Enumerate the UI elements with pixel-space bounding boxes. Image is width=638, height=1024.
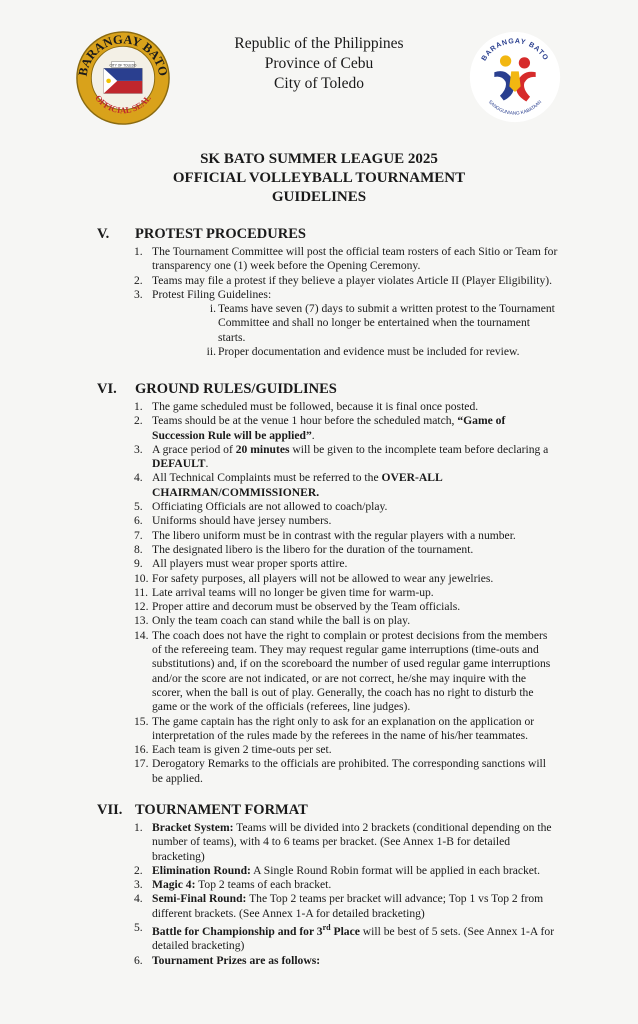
section-vi-list [134,400,559,786]
list-item: 4. Semi-Final Round: The Top 2 teams per bracket will advance; Top 1 vs Top 2 from different brackets. (See Annex 1-A for detailed bracketing) [134,892,544,920]
sub-item: i. Teams have seven (7) days to submit a written protest to the Tournament Committee and shall no longer be entertained when the tournament starts. [209,302,555,344]
list-item: 10. For safety purposes, all players will not be allowed to wear any jewelries. [134,571,494,585]
section-v-number: V. [97,226,110,242]
section-vii-list [134,821,559,968]
list-item: 2. Teams should be at the venue 1 hour before the scheduled match, “Game of Succession Rule will be applied”. [134,414,506,442]
svg-text:BARANGAY BATO: BARANGAY BATO [480,38,550,63]
list-item: 6. Tournament Prizes are as follows: [134,953,321,967]
list-item: 11. Late arrival teams will no longer be given time for warm-up. [134,585,434,599]
title-line-1: SK BATO SUMMER LEAGUE 2025 [200,151,438,167]
list-item: 4. All Technical Complaints must be referred to the OVER-ALL CHAIRMAN/COMMISSIONER. [134,471,443,499]
list-item: 3. A grace period of 20 minutes will be given to the incomplete team before declaring a DEFAULT. [134,442,549,471]
section-v-list [134,245,559,359]
list-item: 3. Protest Filing Guidelines: i. Teams have seven (7) days to submit a written protest to the Tournament Committee and shall no longer be entertained when the tournament starts. ii. Proper documentation and evidence must be included for review. [134,288,559,359]
section-vii-heading [97,802,308,819]
header-line-city: City of Toledo [274,75,364,92]
title-line-3: GUIDELINES [271,189,367,205]
sk-bato-logo [468,30,562,124]
list-item: 5. Battle for Championship and for 3rd Place will be best of 5 sets. (See Annex 1-A for detailed bracketing) [134,921,555,953]
header-line-republic: Republic of the Philippines [234,35,404,52]
section-v-heading [97,226,306,243]
document-title [0,150,638,207]
protest-subitems [152,302,559,359]
svg-text:OFFICIAL SEAL: OFFICIAL SEAL [93,93,153,116]
list-item: 2. Teams may file a protest if they believe a player violates Article II (Player Eligibility). [134,273,553,287]
list-item: 13. Only the team coach can stand while the ball is on play. [134,614,411,628]
list-item: 16. Each team is given 2 time-outs per set. [134,743,332,757]
header-line-province: Province of Cebu [264,55,374,72]
list-item: 17. Derogatory Remarks to the officials are prohibited. The corresponding sanctions will be applied. [134,757,546,785]
svg-text:SANGGUNIANG KABATAAN: SANGGUNIANG KABATAAN [487,99,543,116]
list-item: 15. The game captain has the right only to ask for an explanation on the application or interpretation of the rules made by the referees in the name of his/her teammates. [134,714,535,742]
list-item: 8. The designated libero is the libero for the duration of the tournament. [134,542,474,556]
list-item: 12. Proper attire and decorum must be observed by the Team officials. [134,600,461,614]
section-vii-title: TOURNAMENT FORMAT [135,802,308,818]
list-item: 5. Officiating Officials are not allowed to coach/play. [134,500,388,514]
section-vii-number: VII. [97,802,123,818]
svg-text:CITY OF TOLEDO: CITY OF TOLEDO [109,63,137,68]
list-item: 2. Elimination Round: A Single Round Robin format will be applied in each bracket. [134,863,541,877]
list-item: 1. The Tournament Committee will post the official team rosters of each Sitio or Team for transparency one (1) week before the Opening Ceremony. [134,245,558,273]
title-line-2: OFFICIAL VOLLEYBALL TOURNAMENT [172,170,466,186]
list-item: 14. The coach does not have the right to complain or protest decisions from the members of the refereeing team. They may request regular game interruptions (time-outs and substitutions) and, if on the scoreboard the number of used regular game interruptions and/or the score are not indicated, or are not correct, he/she may inquire with the scorer, when the ball is out of play. Generally, the coach has no right to disturb the game or the work of the officials (referees, line judges). [134,628,551,714]
sub-item: ii. Proper documentation and evidence must be included for review. [206,345,520,359]
section-vi-number: VI. [97,381,117,397]
list-item: 9. All players must wear proper sports attire. [134,557,348,571]
list-item: 7. The libero uniform must be in contrast with the regular players with a number. [134,528,516,542]
section-v-title: PROTEST PROCEDURES [135,226,306,242]
list-item: 3. Magic 4: Top 2 teams of each bracket. [134,878,332,892]
section-vi-title: GROUND RULES/GUIDLINES [135,381,337,397]
section-vi-heading [97,381,337,398]
list-item: 6. Uniforms should have jersey numbers. [134,514,332,528]
list-item: 1. The game scheduled must be followed, because it is final once posted. [134,400,479,413]
svg-text:BARANGAY BATO: BARANGAY BATO [75,32,171,78]
list-item: 1. Bracket System: Teams will be divided into 2 brackets (conditional depending on the number of teams), with 4 to 6 teams per bracket. (See Annex 1-B for detailed bracketing) [134,821,552,863]
